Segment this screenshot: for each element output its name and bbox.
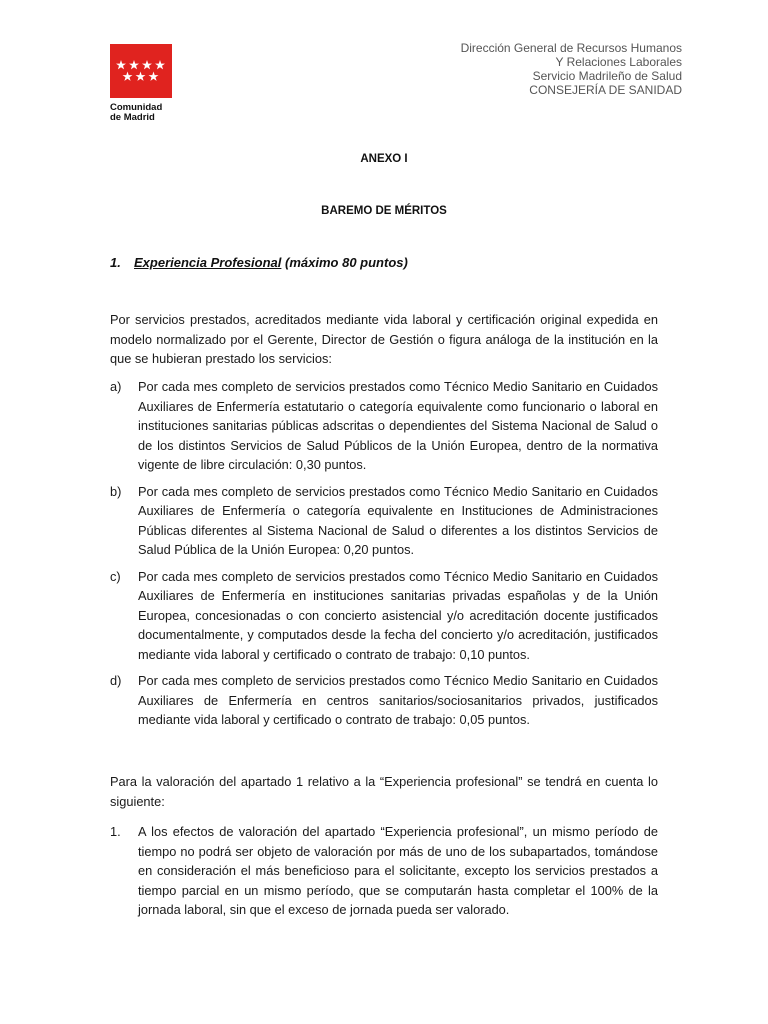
rule-marker: 1. [110, 824, 121, 839]
valuation-paragraph: Para la valoración del apartado 1 relativo a la “Experiencia profesional” se tendrá en cuenta lo siguiente: [110, 774, 658, 809]
item-marker: c) [110, 568, 121, 584]
list-item [110, 567, 658, 665]
list-item [110, 822, 658, 920]
valuation-rules-list [110, 822, 658, 920]
logo-label-line2: de Madrid [110, 112, 155, 123]
list-item [110, 482, 658, 560]
annex-title: ANEXO I [360, 153, 408, 165]
item-marker: b) [110, 483, 122, 499]
org-line: CONSEJERÍA DE SANIDAD [529, 83, 682, 97]
organization-header [461, 41, 682, 97]
org-line: Servicio Madrileño de Salud [532, 69, 682, 83]
org-line: Dirección General de Recursos Humanos [460, 41, 682, 55]
item-marker: d) [110, 673, 122, 688]
section-1-title [110, 255, 408, 270]
section-heading: BAREMO DE MÉRITOS [321, 205, 447, 217]
logo-label [110, 103, 172, 123]
org-line: Y Relaciones Laborales [555, 55, 682, 69]
list-item [110, 377, 658, 475]
stars-icon [116, 60, 166, 82]
list-item [110, 671, 658, 730]
item-text: Por cada mes completo de servicios prestados como Técnico Medio Sanitario en Cuidados Auxiliares de Enfermería estatutario o categoría equivalente como funcionario o laboral en instituciones sanitarias públicas adscritas o dependientes del Sistema Nacional de Salud o de los distintos Servicios de Salud Públicos de la Unión Europea, dentro de la normativa vigente de libre circulación: 0,30 puntos. [138, 379, 658, 472]
section-number: 1. [110, 255, 121, 270]
item-text: Por cada mes completo de servicios prestados como Técnico Medio Sanitario en Cuidados Auxiliares de Enfermería en centros sanitarios/sociosanitarios privados, justificados mediante vida laboral y certificado o contrato de trabajo: 0,05 puntos. [138, 673, 658, 727]
item-text: Por cada mes completo de servicios prestados como Técnico Medio Sanitario en Cuidados Auxiliares de Enfermería en instituciones sanitarias privadas españolas y de la Unión Europea, concesionadas o con concierto asistencial y/o acreditación docente justificados documentalmente, y computados desde la fecha del concierto y/o acreditación, justificados mediante vida laboral y certificado o contrato de trabajo: 0,10 puntos. [138, 568, 658, 662]
intro-paragraph: Por servicios prestados, acreditados mediante vida laboral y certificación original expedida en modelo normalizado por el Gerente, Director de Gestión o figura análoga de la institución en la que se hubieran prestado los servicios: [110, 312, 658, 366]
logo-label-line1: Comunidad [110, 102, 163, 113]
rule-text: A los efectos de valoración del apartado “Experiencia profesional”, un mismo período de tiempo no podrá ser objeto de valoración por más de uno de los subapartados, tomándose en consideración el más beneficioso para el solicitante, excepto los servicios prestados a tiempo parcial en un mismo período, que se computarán hasta completar el 100% de la jornada laboral, sin que el exceso de jornada pueda ser valorado. [138, 824, 658, 917]
logo-flag [110, 44, 172, 98]
section-suffix: (máximo 80 puntos) [285, 255, 408, 270]
item-marker: a) [110, 379, 122, 394]
item-text: Por cada mes completo de servicios prestados como Técnico Medio Sanitario en Cuidados Auxiliares de Enfermería o categoría equivalente en Instituciones de Administraciones Públicas diferentes al Sistema Nacional de Salud o diferentes a los distintos Servicios de Salud Pública de la Unión Europea: 0,20 puntos. [138, 483, 658, 557]
section-name: Experiencia Profesional [134, 255, 282, 270]
merit-items-list [110, 377, 658, 730]
intro-block [110, 310, 658, 369]
valuation-block [110, 772, 658, 811]
comunidad-madrid-logo [110, 44, 172, 123]
